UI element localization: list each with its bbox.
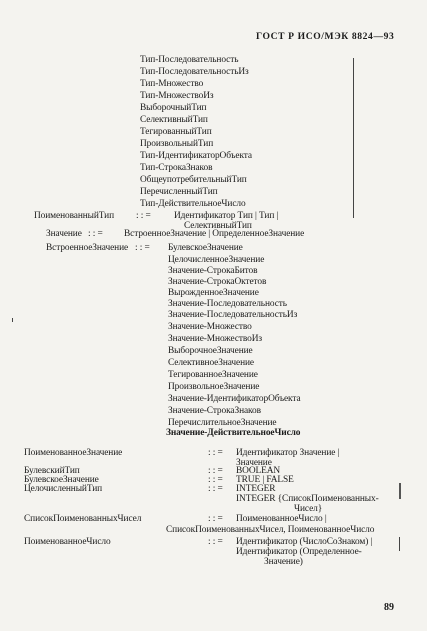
value-item: ЦелочисленноеЗначение	[168, 255, 265, 265]
builtin-value-lhs: ВстроенноеЗначение	[46, 243, 129, 253]
named-number-rhs2: Идентификатор (Определенное-	[236, 547, 362, 557]
type-item: Тип-ИдентификаторОбъекта	[140, 151, 252, 161]
value-item: ТегированноеЗначение	[168, 370, 258, 380]
value-item: Значение-ДействительноеЧисло	[166, 428, 301, 438]
boolean-value-op: : : =	[208, 475, 223, 485]
value-lhs: Значение	[46, 229, 82, 239]
value-item: Значение-ИдентификаторОбъекта	[168, 394, 301, 404]
named-type-op: : : =	[136, 211, 151, 221]
integer-type-op: : : =	[208, 484, 223, 494]
boolean-type-rhs: BOOLEAN	[236, 466, 281, 476]
named-value-op: : : =	[208, 448, 223, 458]
value-rhs: ВстроенноеЗначение | ОпределенноеЗначение	[124, 229, 305, 239]
value-item: Значение-СтрокаОктетов	[168, 277, 267, 287]
value-item: Значение-ПоследовательностьИз	[168, 310, 298, 320]
integer-type-rhs3: Чисел}	[294, 504, 323, 514]
revision-bar	[399, 537, 400, 551]
named-type-rhs-cont: СелективныйТип	[184, 221, 252, 231]
integer-type-lhs: ЦелочисленныйТип	[24, 484, 103, 494]
value-item: Значение-СтрокаБитов	[168, 266, 258, 276]
named-number-op: : : =	[208, 537, 223, 547]
builtin-value-op: : : =	[135, 243, 150, 253]
value-item: ПеречислительноеЗначение	[168, 418, 277, 428]
value-item: ВырожденноеЗначение	[168, 288, 259, 298]
value-item: БулевскоеЗначение	[168, 243, 243, 253]
named-number-list-lhs: СписокПоименованныхЧисел	[24, 514, 142, 524]
type-item: ПеречисленныйТип	[140, 187, 218, 197]
type-item: ВыборочныйТип	[140, 103, 207, 113]
type-item: ПроизвольныйТип	[140, 139, 214, 149]
type-item: Тип-ПоследовательностьИз	[140, 67, 249, 77]
value-item: ПроизвольноеЗначение	[168, 382, 260, 392]
integer-type-rhs: INTEGER	[236, 484, 276, 494]
named-value-rhs: Идентификатор Значение |	[236, 448, 340, 458]
margin-tick	[12, 318, 13, 322]
type-item: Тип-Последовательность	[140, 55, 239, 65]
type-item: ОбщеупотребительныйТип	[140, 175, 247, 185]
type-item: Тип-Множество	[140, 79, 204, 89]
type-item: Тип-ДействительноеЧисло	[140, 199, 246, 209]
named-number-rhs: Идентификатор (ЧислоСоЗнаком) |	[236, 537, 373, 547]
page-number: 89	[384, 602, 394, 613]
value-item: Значение-Последовательность	[168, 299, 287, 309]
named-value-rhs-cont: Значение	[236, 458, 272, 468]
value-item: СелективноеЗначение	[168, 358, 254, 368]
boolean-type-lhs: БулевскийТип	[24, 466, 80, 476]
named-number-lhs: ПоименованноеЧисло	[24, 537, 111, 547]
named-number-rhs3: Значение)	[264, 557, 303, 567]
type-item: ТегированныйТип	[140, 127, 212, 137]
named-number-list-rhs2: СписокПоименованныхЧисел, ПоименованноеЧисло	[166, 525, 375, 535]
boolean-value-lhs: БулевскоеЗначение	[24, 475, 99, 485]
integer-type-rhs2: INTEGER {СписокПоименованных-	[236, 494, 379, 504]
value-item: Значение-Множество	[168, 322, 252, 332]
named-type-lhs: ПоименованныйТип	[34, 211, 115, 221]
named-value-lhs: ПоименованноеЗначение	[24, 448, 123, 458]
revision-bar	[399, 483, 401, 499]
type-item: Тип-МножествоИз	[140, 91, 214, 101]
boolean-type-op: : : =	[208, 466, 223, 476]
page-header: ГОСТ Р ИСО/МЭК 8824—93	[256, 31, 395, 42]
type-item: Тип-СтрокаЗнаков	[140, 163, 213, 173]
named-number-list-rhs: ПоименованноеЧисло |	[236, 514, 327, 524]
boolean-value-rhs: TRUE | FALSE	[236, 475, 294, 485]
named-type-rhs: Идентификатор Тип | Тип |	[174, 211, 279, 221]
value-item: Значение-МножествоИз	[168, 334, 263, 344]
type-item: СелективныйТип	[140, 115, 208, 125]
value-item: ВыборочноеЗначение	[168, 346, 253, 356]
value-op: : : =	[88, 229, 103, 239]
value-item: Значение-СтрокаЗнаков	[168, 406, 261, 416]
named-number-list-op: : : =	[208, 514, 223, 524]
revision-bar	[353, 58, 354, 218]
